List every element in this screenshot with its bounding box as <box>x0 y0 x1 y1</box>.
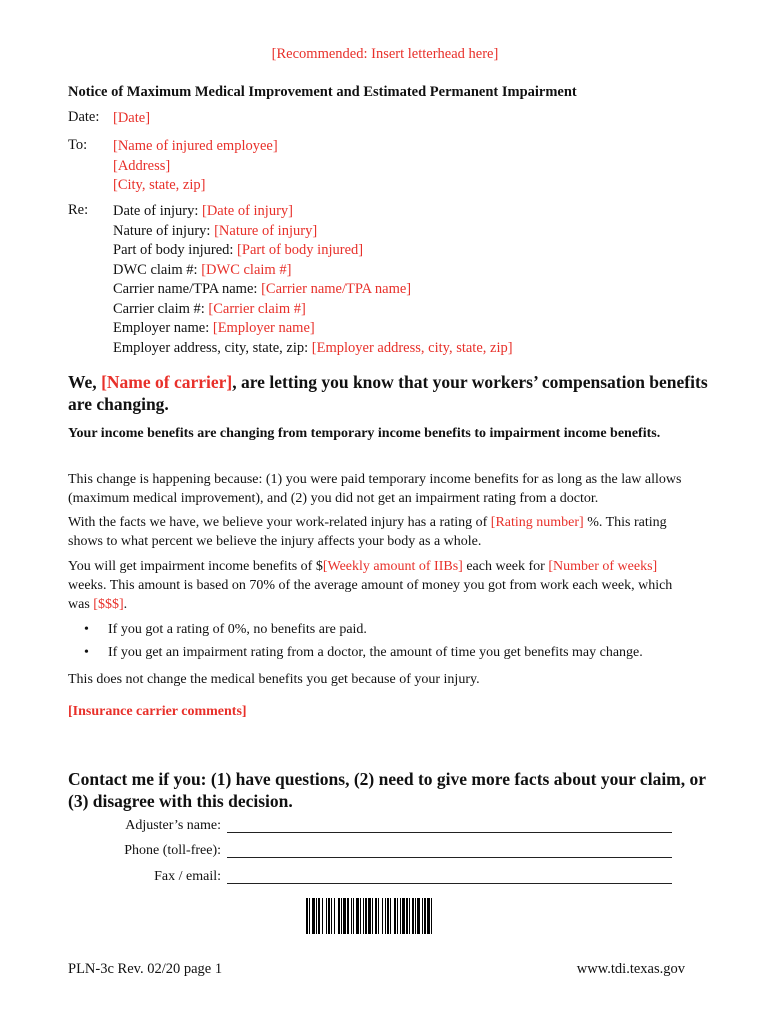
weekly-amount-placeholder: [Weekly amount of IIBs] <box>322 559 463 574</box>
re-row: Employer name: [Employer name] <box>113 320 315 336</box>
recipient-city-state-zip: [City, state, zip] <box>113 177 206 193</box>
benefits-paragraph: You will get impairment income benefits of $[Weekly amount of IIBs] each week for [Number of weeks] weeks. This amount is based on 70% of the average amount of money you got from work each week, which was [$$$]. <box>68 559 673 612</box>
fax-email-label: Fax / email: <box>154 869 221 884</box>
barcode <box>306 898 510 934</box>
recipient-block <box>113 137 278 196</box>
re-row: Carrier claim #: [Carrier claim #] <box>113 300 306 317</box>
recipient-address: [Address] <box>113 157 171 174</box>
contact-heading: Contact me if you: (1) have questions, (2) need to give more facts about your claim, or (3) disagree with this decision. <box>68 769 706 811</box>
fax-email-row <box>0 869 770 889</box>
headline: We, [Name of carrier], are letting you know that your workers’ compensation benefits are changing. <box>68 372 708 414</box>
form-number: PLN-3c Rev. 02/20 page 1 <box>68 961 223 977</box>
list-item: • If you got a rating of 0%, no benefits are paid. <box>84 622 367 637</box>
re-row: Employer address, city, state, zip: [Employer address, city, state, zip] <box>113 339 513 356</box>
re-row: Date of injury: [Date of injury] <box>113 203 293 219</box>
date-label: Date: <box>68 109 100 125</box>
re-block <box>113 202 513 358</box>
re-row: Part of body injured: [Part of body injured] <box>113 242 364 258</box>
to-label: To: <box>68 137 88 153</box>
notice-title: Notice of Maximum Medical Improvement and Estimated Permanent Impairment <box>68 84 577 100</box>
website-url: www.tdi.texas.gov <box>576 961 685 977</box>
bullet-icon: • <box>84 622 89 637</box>
fax-email-field[interactable] <box>227 869 672 884</box>
average-amount-placeholder: [$$$] <box>93 597 124 612</box>
phone-label: Phone (toll-free): <box>124 843 221 858</box>
medical-benefits-note: This does not change the medical benefits you get because of your injury. <box>68 672 480 687</box>
rating-paragraph: With the facts we have, we believe your work-related injury has a rating of [Rating number] %. This rating shows to what percent we believe the injury affects your body as a whole. <box>68 515 667 549</box>
reason-paragraph: This change is happening because: (1) you were paid temporary income benefits for as long as the law allows (maximum medical improvement), and (2) you did not get an impairment rating from a doctor. <box>68 472 682 506</box>
re-row: Carrier name/TPA name: [Carrier name/TPA name] <box>113 281 412 297</box>
adjuster-name-row <box>0 818 770 838</box>
letterhead-placeholder: [Recommended: Insert letterhead here] <box>271 46 499 62</box>
list-item: • If you get an impairment rating from a doctor, the amount of time you get benefits may change. <box>84 645 643 660</box>
carrier-comments-placeholder: [Insurance carrier comments] <box>68 704 247 719</box>
re-label: Re: <box>68 202 89 218</box>
bullet-icon: • <box>84 645 89 660</box>
phone-field[interactable] <box>227 843 672 858</box>
carrier-name-placeholder: [Name of carrier] <box>101 372 233 392</box>
recipient-name: [Name of injured employee] <box>113 138 278 154</box>
date-value: [Date] <box>113 110 151 126</box>
adjuster-name-field[interactable] <box>227 818 672 833</box>
adjuster-name-label: Adjuster’s name: <box>125 818 221 833</box>
subheading: Your income benefits are changing from temporary income benefits to impairment income benefits. <box>68 426 661 441</box>
rating-placeholder: [Rating number] <box>490 515 584 530</box>
phone-row <box>0 843 770 863</box>
re-row: Nature of injury: [Nature of injury] <box>113 222 318 239</box>
re-row: DWC claim #: [DWC claim #] <box>113 261 292 278</box>
weeks-placeholder: [Number of weeks] <box>548 559 658 574</box>
